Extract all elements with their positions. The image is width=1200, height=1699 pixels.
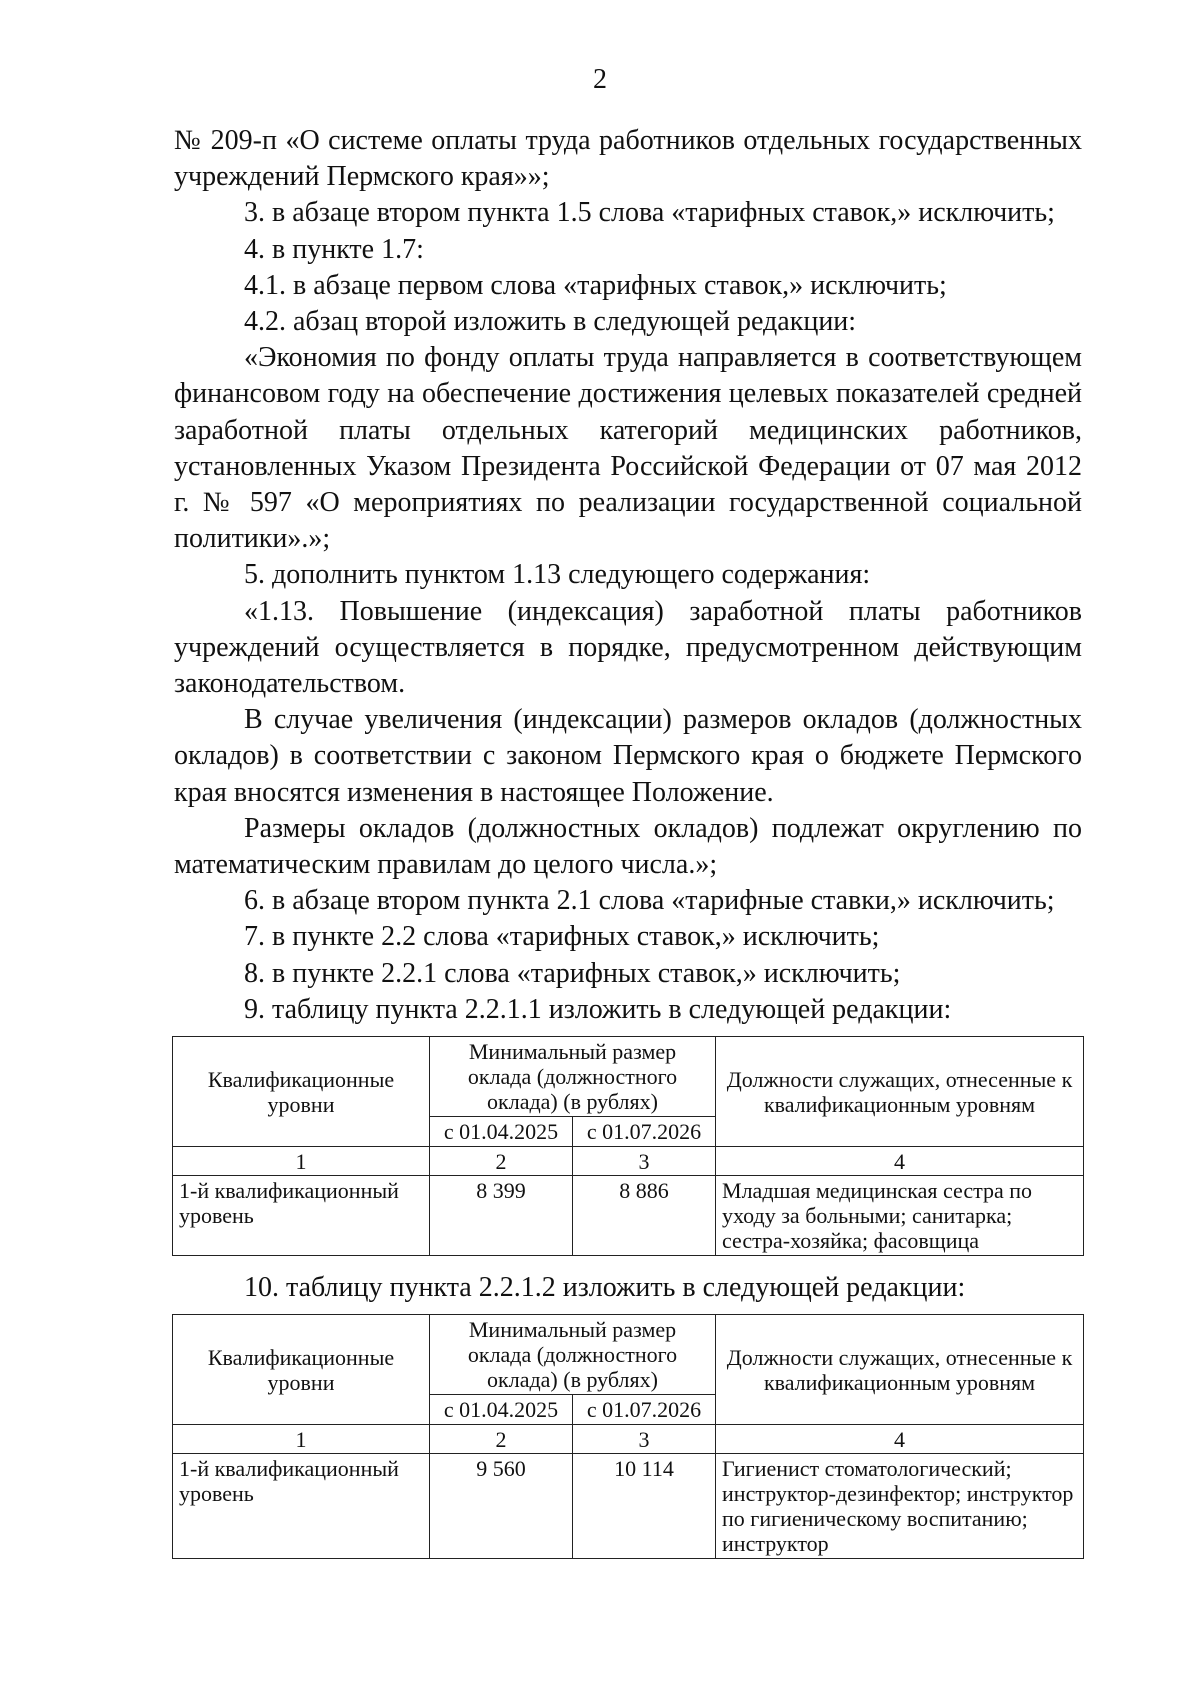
level-cell: 1-й квалификационный уровень — [173, 1454, 430, 1559]
paragraph: № 209-п «О системе оплаты труда работников отдельных государственных учреждений Пермского края»»; — [174, 125, 1082, 193]
column-number: 1 — [173, 1425, 430, 1454]
column-number: 4 — [716, 1425, 1084, 1454]
level-cell: 1-й квалификационный уровень — [173, 1176, 430, 1256]
header-levels: Квалификационные уровни — [173, 1315, 430, 1425]
paragraph: 4. в пункте 1.7: — [244, 233, 424, 265]
paragraph: 9. таблицу пункта 2.2.1.1 изложить в следующей редакции: — [244, 993, 952, 1025]
paragraph: 8. в пункте 2.2.1 слова «тарифных ставок,» исключить; — [244, 957, 901, 989]
header-positions: Должности служащих, отнесенные к квалификационным уровням — [716, 1037, 1084, 1147]
column-number: 1 — [173, 1147, 430, 1176]
paragraph: 10. таблицу пункта 2.2.1.2 изложить в следующей редакции: — [244, 1272, 966, 1304]
header-date-2026: с 01.07.2026 — [573, 1395, 716, 1425]
column-number: 3 — [573, 1425, 716, 1454]
salary-2026-cell: 10 114 — [573, 1454, 716, 1559]
column-number: 2 — [430, 1147, 573, 1176]
positions-cell: Гигиенист стоматологический; инструктор-дезинфектор; инструктор по гигиеническому воспитанию; инструктор — [716, 1454, 1084, 1559]
paragraph: 7. в пункте 2.2 слова «тарифных ставок,» исключить; — [244, 921, 880, 953]
salary-2026-cell: 8 886 — [573, 1176, 716, 1256]
header-salary: Минимальный размер оклада (должностного оклада) (в рублях) — [430, 1315, 716, 1395]
header-salary: Минимальный размер оклада (должностного оклада) (в рублях) — [430, 1037, 716, 1117]
column-number: 2 — [430, 1425, 573, 1454]
column-number: 4 — [716, 1147, 1084, 1176]
paragraph: В случае увеличения (индексации) размеров окладов (должностных окладов) в соответствии с законом Пермского края о бюджете Пермского края вносятся изменения в настоящее Положение. — [174, 704, 1082, 808]
document-body — [174, 123, 1082, 1559]
positions-cell: Младшая медицинская сестра по уходу за больными; санитарка; сестра-хозяйка; фасовщица — [716, 1176, 1084, 1256]
header-date-2025: с 01.04.2025 — [430, 1395, 573, 1425]
paragraph: 5. дополнить пунктом 1.13 следующего содержания: — [244, 559, 871, 591]
header-date-2026: с 01.07.2026 — [573, 1117, 716, 1147]
salary-2025-cell: 9 560 — [430, 1454, 573, 1559]
header-date-2025: с 01.04.2025 — [430, 1117, 573, 1147]
paragraph: 6. в абзаце втором пункта 2.1 слова «тарифные ставки,» исключить; — [244, 885, 1055, 917]
paragraph: 3. в абзаце втором пункта 1.5 слова «тарифных ставок,» исключить; — [244, 197, 1055, 229]
column-number: 3 — [573, 1147, 716, 1176]
page-number: 2 — [593, 64, 607, 95]
qualification-table-1 — [172, 1036, 1084, 1256]
qualification-table-2 — [172, 1314, 1084, 1559]
header-levels: Квалификационные уровни — [173, 1037, 430, 1147]
paragraph: «Экономия по фонду оплаты труда направляется в соответствующем финансовом году на обеспечение достижения целевых показателей средней заработной платы отдельных категорий медицинских работников, установленных Указом Президента Российской Федерации от 07 мая 2012 г. № 597 «О мероприятиях по реализации государственной социальной политики».»; — [174, 342, 1082, 555]
salary-2025-cell: 8 399 — [430, 1176, 573, 1256]
header-positions: Должности служащих, отнесенные к квалификационным уровням — [716, 1315, 1084, 1425]
paragraph: «1.13. Повышение (индексация) заработной платы работников учреждений осуществляется в порядке, предусмотренном действующим законодательством. — [174, 595, 1082, 700]
paragraph: Размеры окладов (должностных окладов) подлежат округлению по математическим правилам до целого числа.»; — [174, 812, 1082, 881]
paragraph: 4.2. абзац второй изложить в следующей редакции: — [244, 306, 857, 338]
paragraph: 4.1. в абзаце первом слова «тарифных ставок,» исключить; — [244, 269, 947, 301]
